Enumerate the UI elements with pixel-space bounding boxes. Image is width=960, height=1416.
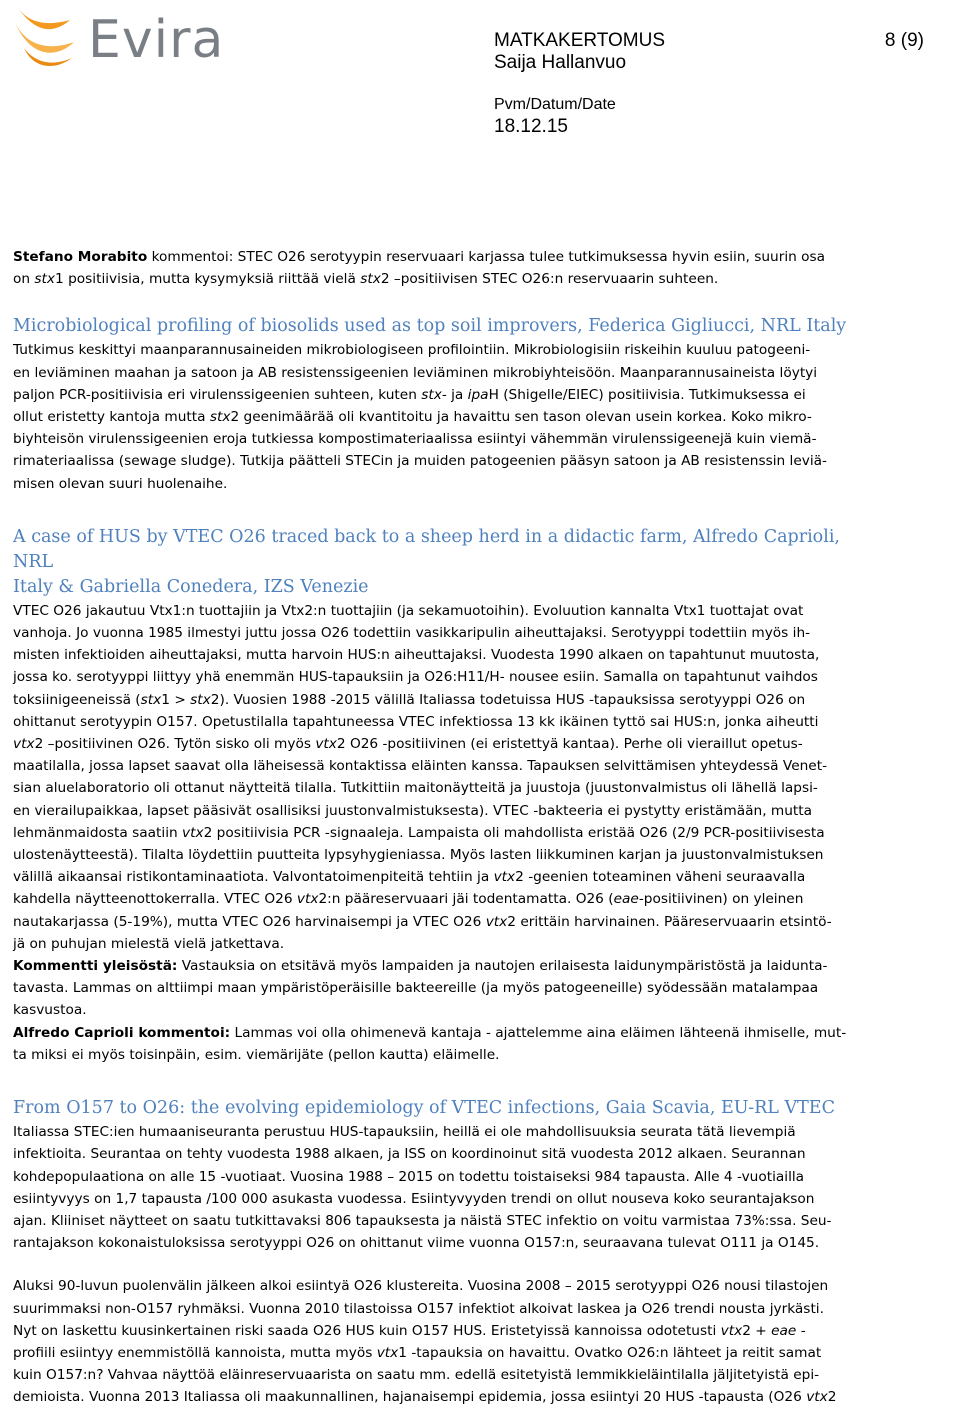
spacer bbox=[13, 1254, 875, 1275]
date-label: Pvm/Datum/Date bbox=[494, 96, 616, 113]
paragraph-5: Aluksi 90-luvun puolenvälin jälkeen alkoi esiintyä O26 klustereita. Vuosina 2008 – 2015 serotyyppi O26 nousi tilastojen suurimmaksi non-O157 ryhmäksi. Vuonna 2010 tilastoissa O157 infektiot alkoivat laskea ja O26 trendi nousta jyrkästi. Nyt on laskettu kuusinkertainen riski saada O26 HUS kuin O157 HUS. Eristetyissä kannoissa odotetusti vtx2 + eae - profiili esiintyy enemmistöllä kannoista, mutta myös vtx1 -tapauksia on havaittu. Ovatko O26:n lähteet ja reitit samat kuin O157:n? Vahvaa näyttöä eläinreservuaarista on saatu mm. edellä esitetyistä lemmikkieläintilalla jäljitetyistä epi- demioista. Vuonna 2013 Italiassa oli maakunnallinen, hajanaisempi epidemia, jossa esiintyi 20 HUS -tapausta (O26 vtx2 bbox=[13, 1278, 837, 1406]
paragraph-2: Tutkimus keskittyi maanparannusaineiden mikrobiologiseen profilointiin. Mikrobiologisiin riskeihin kuuluu patogeeni- en leviäminen maahan ja satoon ja AB resistenssigeenien leviäminen mikrobiyhteisöön. Maanparannusaineista löytyi paljon PCR-positiivisia eri virulenssigeenien suhteen, kuten stx- ja ipaH (Shigelle/EIEC) positiivisia. Tutkimuksessa ei ollut eristetty kantoja mutta stx2 geenimäärää oli kvantitoitu ja havaittu sen tason olevan usein korkea. Koko mikro- biyhteisön virulenssigeenien eroja tutkiessa kompostimateriaalissa esiintyi vähemmän virulenssigeenejä kuin viemä- rimateriaalissa (sewage sludge). Tutkija päätteli STECin ja muiden patogeenien pääsyn satoon ja AB resistenssin leviä- misen olevan suuri huolenaihe. bbox=[13, 342, 827, 492]
paragraph-1: Stefano Morabito kommentoi: STEC O26 serotyypin reservuaari karjassa tulee tutkimuksessa hyvin esiin, suurin osa on stx1 positiivisia, mutta kysymyksiä riittää vielä stx2 –positiivisen STEC O26:n reservuaarin suhteen. bbox=[13, 249, 826, 288]
author: Saija Hallanvuo bbox=[494, 52, 627, 73]
section-heading-1: Microbiological profiling of biosolids used as top soil improvers, Federica Gigliucci, NRL Italy bbox=[13, 316, 847, 337]
evira-logo bbox=[8, 4, 225, 74]
spacer bbox=[13, 1066, 875, 1096]
spacer bbox=[13, 495, 875, 525]
paragraph-3: VTEC O26 jakautuu Vtx1:n tuottajiin ja Vtx2:n tuottajiin (ja sekamuotoihin). Evoluution kannalta Vtx1 tuottajat ovat vanhoja. Jo vuonna 1985 ilmestyi juttu jossa O26 todettiin vasikkaripulin aiheuttajaksi. Serotyyppi todettiin myös ih- misten infektioiden aiheuttajaksi, mutta harvoin HUS:n aiheuttajaksi. Vuodesta 1990 alkaen on tapahtunut muutosta, jossa ko. serotyyppi liittyy yhä enemmän HUS-tapauksiin ja O26:H11/H- nousee esiin. Samalla on tapahtunut vaihdos toksiinigeeneissä (stx1 > stx2). Vuosien 1988 -2015 välillä Italiassa todetuissa HUS -tapauksissa serotyyppi O26 on ohittanut serotyypin O157. Opetustilalla tapahtuneessa VTEC infektiossa 13 kk ikäinen tyttö sai HUS:n, jonka aiheutti vtx2 –positiivinen O26. Tytön sisko oli myös vtx2 O26 -positiivinen (ei eristettyä kantaa). Perhe oli vieraillut opetus- maatilalla, jossa lapset saavat olla läheisessä kontaktissa eläinten kanssa. Tapauksen selvittämisen yhteydessä Venet- sian aluelaboratorio oli ottanut näytteitä tilalla. Tutkittiin maitonäytteitä ja juustoja (juustonvalmistus oli lähellä lapsi- en vierailupaikkaa, lapset pääsivät osallisiksi juustonvalmistuksesta). VTEC -bakteeria ei pystytty eristämään, mutta lehmänmaidosta saatiin vtx2 positiivisia PCR -signaaleja. Lampaista oli mahdollista eristää O26 (2/9 PCR-positiivisesta ulostenäytteestä). Tilalta löydettiin puutteita lypsyhygieniassa. Myös lasten liikkuminen karjan ja juustonvalmistuksen välillä aikaansai ristikontaminaatiota. Valvontatoimenpiteitä tehtiin ja vtx2 -geenien toteaminen väheni seuraavalla kahdella näytteenottokerralla. VTEC O26 vtx2:n pääreservuaari jäi todentamatta. O26 (eae-positiivinen) on yleinen nautakarjassa (5-19%), mutta VTEC O26 harvinaisempi ja VTEC O26 vtx2 erittäin harvinainen. Pääreservuaarin etsintö- jä on puhujan mielestä vielä jatkettava. Kommentti yleisöstä: Vastauksia on etsitävä myös lampaiden ja nautojen erilaisesta laidunympäristöstä ja laidunta- tavasta. Lammas on alttiimpi maan ympäristöperäisille bakteereille (ja myös patogeeneille) syödessään matalampaa kasvustoa. Alfredo Caprioli kommentoi: Lammas voi olla ohimenevä kantaja - ajattelemme aina eläimen lähteenä ihmiselle, mut- ta miksi ei myös toisinpäin, esim. viemärijäte (pellon kautta) eläimelle. bbox=[13, 602, 847, 1063]
date: 18.12.15 bbox=[494, 116, 568, 137]
evira-logo-icon bbox=[8, 4, 94, 74]
spacer bbox=[13, 290, 875, 314]
section-heading-3: From O157 to O26: the evolving epidemiology of VTEC infections, Gaia Scavia, EU-RL VTEC bbox=[13, 1098, 835, 1119]
document-title: MATKAKERTOMUS bbox=[494, 30, 666, 51]
document-header bbox=[494, 30, 924, 138]
evira-wordmark: Evira bbox=[88, 10, 225, 70]
paragraph-4: Italiassa STEC:ien humaaniseuranta perustuu HUS-tapauksiin, heillä ei ole mahdollisuuksia seurata tätä lievempiä infektioita. Seurantaa on tehty vuodesta 1988 alkaen, ja ISS on koordinoinut sitä vuodesta 2012 alkaen. Seurannan kohdepopulaationa on alle 15 -vuotiaat. Vuosina 1988 – 2015 on todettu toistaiseksi 984 tapausta. Alle 4 -vuotiailla esiintyvyys on 1,7 tapausta /100 000 asukasta vuodessa. Esiintyvyyden trendi on ollut nouseva koko seurantajakson ajan. Kliiniset näytteet on saatu tutkittavaksi 806 tapauksesta ja näistä STEC infektio on voitu varmistaa 73%:ssa. Seu- rantajakson kokonaistuloksissa serotyyppi O26 on ohittanut viime vuonna O157:n, seuraavana tulevat O111 ja O145. bbox=[13, 1124, 832, 1252]
page-number: 8 (9) bbox=[884, 30, 924, 51]
section-heading-2: A case of HUS by VTEC O26 traced back to a sheep herd in a didactic farm, Alfredo Caprioli, NRL Italy & Gabriella Conedera, IZS Venezie bbox=[13, 526, 840, 597]
document-body bbox=[13, 246, 875, 1409]
